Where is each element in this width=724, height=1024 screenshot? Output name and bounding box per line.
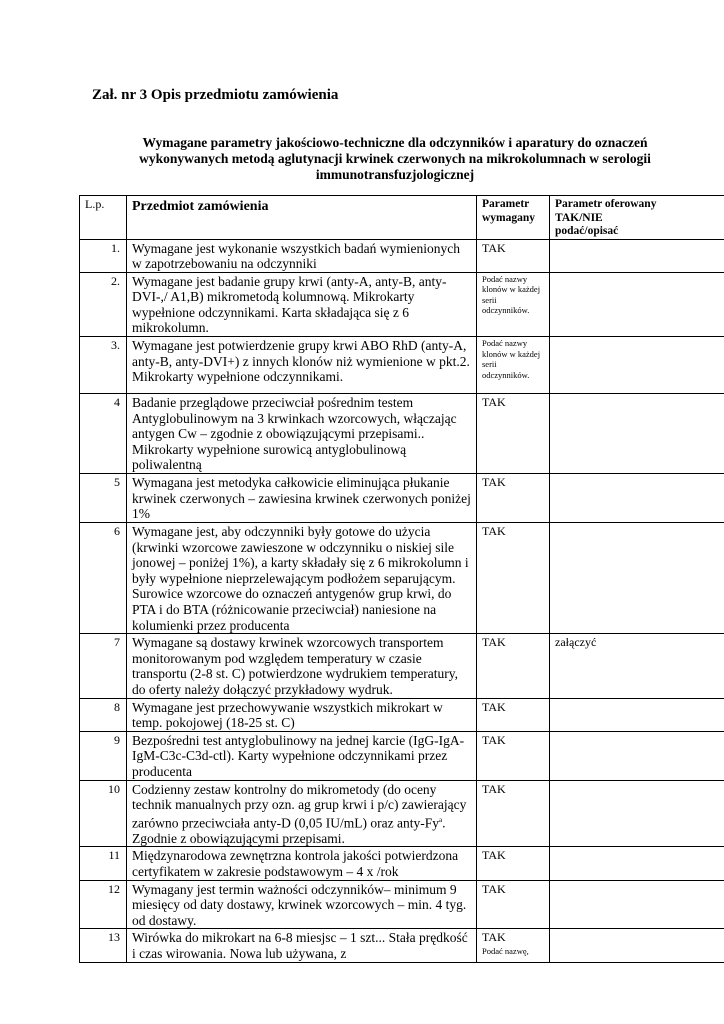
- table-row: [80, 929, 724, 962]
- row-description-text: Codzienny zestaw kontrolny do mikrometody (do oceny technik manualnych przy ozn. ag grup krwi i p/c) zawierający zarówno przeciwciała anty-D (0,05 IU/mL) oraz anty-Fy: [132, 781, 467, 831]
- row-required: TAK: [477, 847, 550, 880]
- table-row: [80, 523, 724, 634]
- row-offered: [550, 474, 724, 523]
- row-number: 2.: [80, 272, 127, 336]
- row-offered: [550, 698, 724, 731]
- row-number: 6: [80, 523, 127, 634]
- row-offered: [550, 731, 724, 780]
- header-required-line: Parametr: [482, 198, 530, 210]
- table-row: [80, 731, 724, 780]
- header-offered-line: podać/opisać: [555, 225, 619, 237]
- row-description: Wymagana jest metodyka całkowicie eliminująca płukanie krwinek czerwonych – zawiesina krwinek czerwonych poniżej 1%: [127, 474, 477, 523]
- row-offered: [550, 272, 724, 336]
- row-description: Badanie przeglądowe przeciwciał pośrednim testem Antyglobulinowym na 3 krwinkach wzorcowych, włączając antygen Cw – zgodnie z obowiązującymi przepisami.. Mikrokarty wypełnione surowicą antyglobulinową poliwalentną: [127, 394, 477, 474]
- row-required: [477, 272, 550, 336]
- row-required: TAK: [477, 394, 550, 474]
- row-description: Wymagane jest, aby odczynniki były gotowe do użycia (krwinki wzorcowe zawieszone w odczynniku o niskiej sile jonowej – poniżej 1%), a karty składały się z 6 mikrokolumn i były wypełnione nieprzelewającym podłożem separującym. Surowice wzorcowe do oznaczeń antygenów grup krwi, do PTA i do BTA (różnicowanie przeciwciał) naniesione na kolumienki przez producenta: [127, 523, 477, 634]
- row-description: Wymagane są dostawy krwinek wzorcowych transportem monitorowanym pod względem temperatury w czasie transportu (2-8 st. C) potwierdzone wydrukiem temperatury, do oferty należy dołączyć przykładowy wydruk.: [127, 634, 477, 698]
- table-row: [80, 239, 724, 272]
- row-required: TAK: [477, 698, 550, 731]
- row-number: 13: [80, 929, 127, 962]
- header-subject: Przedmiot zamówienia: [127, 196, 477, 240]
- row-number: 3.: [80, 337, 127, 394]
- row-number: 4: [80, 394, 127, 474]
- row-number: 10: [80, 780, 127, 847]
- row-required: TAK: [477, 239, 550, 272]
- row-description: Wymagany jest termin ważności odczynników– minimum 9 miesięcy od daty dostawy, krwinek wzorcowych – min. 4 tyg. od dostawy.: [127, 880, 477, 929]
- requirements-table: [79, 195, 724, 963]
- subtitle-line: Wymagane parametry jakościowo-techniczne dla odczynników i aparatury do oznaczeń: [142, 135, 648, 150]
- row-required: TAK: [477, 474, 550, 523]
- table-row: [80, 634, 724, 698]
- row-offered: [550, 880, 724, 929]
- row-description: Wymagane jest potwierdzenie grupy krwi ABO RhD (anty-A, anty-B, anty-DVI+) z innych klonów niż wymienione w pkt.2. Mikrokarty wypełnione odczynnikami.: [127, 337, 477, 394]
- row-description-text: . Zgodnie z obowiązującymi przepisami.: [132, 815, 446, 846]
- row-description: Wymagane jest badanie grupy krwi (anty-A, anty-B, anty-DVI-,/ A1,B) mikrometodą kolumnową. Mikrokarty wypełnione odczynnikami. Karta składająca się z 6 mikrokolumn.: [127, 272, 477, 336]
- document-subtitle: [80, 135, 710, 183]
- row-description: [127, 780, 477, 847]
- table-row: [80, 474, 724, 523]
- header-required: [477, 196, 550, 240]
- table-header-row: [80, 196, 724, 240]
- row-offered: [550, 394, 724, 474]
- header-lp: L.p.: [80, 196, 127, 240]
- table-row: [80, 698, 724, 731]
- row-number: 8: [80, 698, 127, 731]
- header-required-line: wymagany: [482, 211, 536, 224]
- subtitle-line: immunotransfuzjologicznej: [315, 167, 475, 182]
- document-heading: Zał. nr 3 Opis przedmiotu zamówienia: [92, 87, 339, 103]
- row-offered: załączyć: [550, 634, 724, 698]
- row-description: Bezpośredni test antyglobulinowy na jednej karcie (IgG-IgA-IgM-C3c-C3d-ctl). Karty wypełnione odczynnikami przez producenta: [127, 731, 477, 780]
- row-description: Wymagane jest przechowywanie wszystkich mikrokart w temp. pokojowej (18-25 st. C): [127, 698, 477, 731]
- row-description: Wymagane jest wykonanie wszystkich badań wymienionych w zapotrzebowaniu na odczynniki: [127, 239, 477, 272]
- row-number: 9: [80, 731, 127, 780]
- table-row: [80, 780, 724, 847]
- row-offered: [550, 847, 724, 880]
- row-required: TAK: [477, 780, 550, 847]
- row-required: TAK: [477, 731, 550, 780]
- header-offered: [550, 196, 724, 240]
- row-required-note: Podać nazwy klonów w każdej serii odczynników.: [482, 338, 541, 380]
- table-row: [80, 337, 724, 394]
- row-number: 1.: [80, 239, 127, 272]
- row-required-value: TAK: [482, 930, 506, 945]
- row-description: Wirówka do mikrokart na 6-8 miesjsc – 1 szt... Stała prędkość i czas wirowania. Nowa lub używana, z: [127, 929, 477, 962]
- row-offered: [550, 337, 724, 394]
- row-offered: [550, 780, 724, 847]
- subtitle-line: wykonywanych metodą aglutynacji krwinek czerwonych na mikrokolumnach w serologii: [139, 151, 651, 166]
- row-number: 12: [80, 880, 127, 929]
- row-number: 5: [80, 474, 127, 523]
- header-offered-line: TAK/NIE: [555, 211, 603, 224]
- row-number: 11: [80, 847, 127, 880]
- row-description: Międzynarodowa zewnętrzna kontrola jakości potwierdzona certyfikatem w zakresie podstawowym – 4 x /rok: [127, 847, 477, 880]
- superscript: a: [439, 815, 443, 824]
- row-offered: [550, 929, 724, 962]
- row-required: [477, 929, 550, 962]
- row-required: [477, 337, 550, 394]
- row-offered: [550, 239, 724, 272]
- row-number: 7: [80, 634, 127, 698]
- table-row: [80, 272, 724, 336]
- table-row: [80, 847, 724, 880]
- header-offered-line: Parametr oferowany: [555, 198, 657, 210]
- row-required-note: Podać nazwy klonów w każdej serii odczynników.: [482, 273, 541, 316]
- row-offered: [550, 523, 724, 634]
- row-required: TAK: [477, 880, 550, 929]
- table-row: [80, 880, 724, 929]
- row-required-note: Podać nazwę,: [482, 945, 529, 956]
- row-required: TAK: [477, 523, 550, 634]
- row-required: TAK: [477, 634, 550, 698]
- table-row: [80, 394, 724, 474]
